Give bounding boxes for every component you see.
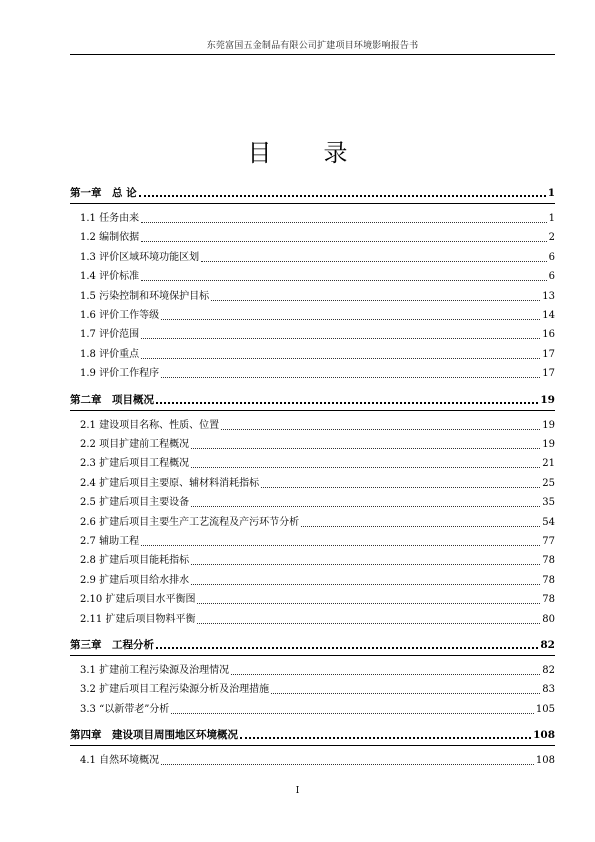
toc-leader-dots [171,713,534,714]
toc-section-row[interactable] [70,457,555,471]
toc-entry-page: 78 [542,574,555,586]
toc-entry-label: 3.1 扩建前工程污染源及治理情况 [80,665,230,676]
toc-entry-label: 1.3 评价区域环境功能区划 [80,251,200,263]
toc-section-row[interactable] [70,419,555,433]
toc-leader-dots [191,584,540,585]
toc-entry-label: 1.9 评价工作程序 [80,368,160,380]
chapter-rule [70,655,555,656]
toc-leader-dots [211,300,540,301]
toc-entry-label: 第四章 建设项目周围地区环境概况 [70,729,238,742]
toc-section-row[interactable] [70,290,555,304]
toc-entry-label: 2.8 扩建后项目能耗指标 [80,555,190,567]
toc-entry-label: 2.4 扩建后项目主要原、辅材料消耗指标 [80,477,260,489]
toc-leader-dots [271,693,540,694]
toc-entry-page: 19 [540,393,555,406]
toc-section-row[interactable] [70,348,555,362]
page-header: 东莞富国五金制品有限公司扩建项目环境影响报告书 [206,41,419,51]
toc-entry-label: 2.10 扩建后项目水平衡图 [80,594,196,606]
toc-entry-page: 108 [535,755,555,767]
chapter-rule [70,410,555,411]
toc-entry-page: 6 [548,271,555,283]
toc-leader-dots [191,467,540,468]
toc-leader-dots [141,358,540,359]
toc-leader-dots [191,506,540,507]
toc-section-row[interactable] [70,438,555,452]
toc-section-row[interactable] [70,613,555,627]
toc-leader-dots [231,674,540,675]
toc-entry-page: 19 [542,439,555,450]
toc-entry-label: 第二章 项目概况 [70,393,154,406]
toc-leader-dots [161,319,540,320]
toc-entry-page: 14 [542,310,555,321]
toc-leader-dots [156,647,538,649]
toc-leader-dots [197,603,540,604]
toc-entry-page: 16 [542,329,555,341]
page-number: I [295,786,300,796]
chapter-rule [70,203,555,204]
toc-entry-page: 2 [548,232,555,244]
toc-entry-label: 1.8 评价重点 [80,348,140,360]
toc-entry-label: 1.4 评价标准 [80,271,140,283]
toc-entry-page: 13 [542,290,555,302]
toc-leader-dots [141,338,540,339]
toc-section-row[interactable] [70,367,555,381]
toc-entry-page: 78 [542,555,555,567]
toc-entry-page: 17 [542,348,555,360]
toc-section-row[interactable] [70,328,555,342]
toc-entry-page: 35 [542,497,555,509]
toc-chapter-row[interactable] [70,186,555,200]
toc-chapter-row[interactable] [70,728,555,742]
toc-title-char1: 目 [247,139,272,167]
toc-entry-page: 78 [542,594,555,606]
toc-leader-dots [141,241,547,242]
toc-leader-dots [191,448,540,449]
toc-leader-dots [141,222,547,223]
toc-leader-dots [197,623,540,624]
toc-section-row[interactable] [70,516,555,530]
toc-leader-dots [139,195,546,197]
toc-entry-label: 1.6 评价工作等级 [80,310,160,321]
chapter-rule [70,745,555,746]
toc-entry-label: 2.5 扩建后项目主要设备 [80,497,190,509]
toc-section-row[interactable] [70,554,555,568]
toc-entry-label: 2.7 辅助工程 [80,536,140,547]
toc-entry-label: 1.5 污染控制和环境保护目标 [80,290,210,302]
toc-entry-page: 6 [548,251,555,263]
toc-section-row[interactable] [70,754,555,768]
toc-entry-page: 54 [542,516,555,528]
toc-leader-dots [141,280,547,281]
toc-entry-label: 第三章 工程分析 [70,639,154,651]
toc-section-row[interactable] [70,251,555,265]
toc-entry-page: 25 [542,477,555,489]
toc-title-char2: 录 [323,139,348,167]
toc-section-row[interactable] [70,270,555,284]
toc-leader-dots [141,545,540,546]
toc-entry-page: 105 [535,703,555,715]
toc-entry-page: 82 [540,639,555,651]
toc-entry-label: 2.11 扩建后项目物料平衡 [80,613,196,625]
toc-leader-dots [161,764,534,765]
toc-section-row[interactable] [70,574,555,588]
toc-section-row[interactable] [70,593,555,607]
toc-leader-dots [191,564,540,565]
toc-entry-label: 2.2 项目扩建前工程概况 [80,439,190,450]
toc-chapter-row[interactable] [70,393,555,407]
toc-entry-page: 83 [542,684,555,696]
toc-entry-page: 80 [542,613,555,625]
toc-entry-label: 1.7 评价范围 [80,329,140,341]
toc-entry-label: 2.1 建设项目名称、性质、位置 [80,419,220,431]
toc-section-row[interactable] [70,496,555,510]
toc-leader-dots [221,429,540,430]
toc-entry-page: 1 [547,187,555,199]
toc-entry-page: 21 [542,458,555,470]
toc-leader-dots [161,377,540,378]
toc-leader-dots [240,737,531,739]
toc-section-row[interactable] [70,231,555,245]
toc-section-row[interactable] [70,477,555,491]
toc-entry-label: 2.9 扩建后项目给水排水 [80,574,190,586]
toc-entry-page: 77 [542,536,555,547]
toc-entry-page: 19 [542,419,555,431]
toc-chapter-row[interactable] [70,638,555,652]
toc-section-row[interactable] [70,535,555,549]
toc-leader-dots [201,261,547,262]
toc-leader-dots [301,526,540,527]
toc-section-row[interactable] [70,309,555,323]
toc-section-row[interactable] [70,212,555,226]
toc-entry-page: 17 [542,368,555,380]
toc-entry-label: 第一章 总 论 [70,187,137,199]
toc-entry-page: 82 [542,665,555,676]
toc-entry-page: 108 [533,729,555,742]
toc-entry-label: 1.1 任务由来 [80,213,140,224]
toc-entry-label: 4.1 自然环境概况 [80,755,160,767]
toc-entry-page: 1 [548,213,555,224]
toc-section-row[interactable] [70,664,555,678]
toc-entry-label: 2.6 扩建后项目主要生产工艺流程及产污环节分析 [80,516,300,528]
toc-entry-label: 3.3 “以新带老”分析 [80,703,170,715]
toc-title [0,133,595,168]
toc-entry-label: 1.2 编制依据 [80,232,140,244]
header-rule [70,54,555,55]
toc-entry-label: 2.3 扩建后项目工程概况 [80,458,190,470]
toc-section-row[interactable] [70,683,555,697]
toc-leader-dots [156,402,538,404]
toc-entry-label: 3.2 扩建后项目工程污染源分析及治理措施 [80,684,270,696]
toc-leader-dots [261,487,540,488]
toc-section-row[interactable] [70,703,555,717]
